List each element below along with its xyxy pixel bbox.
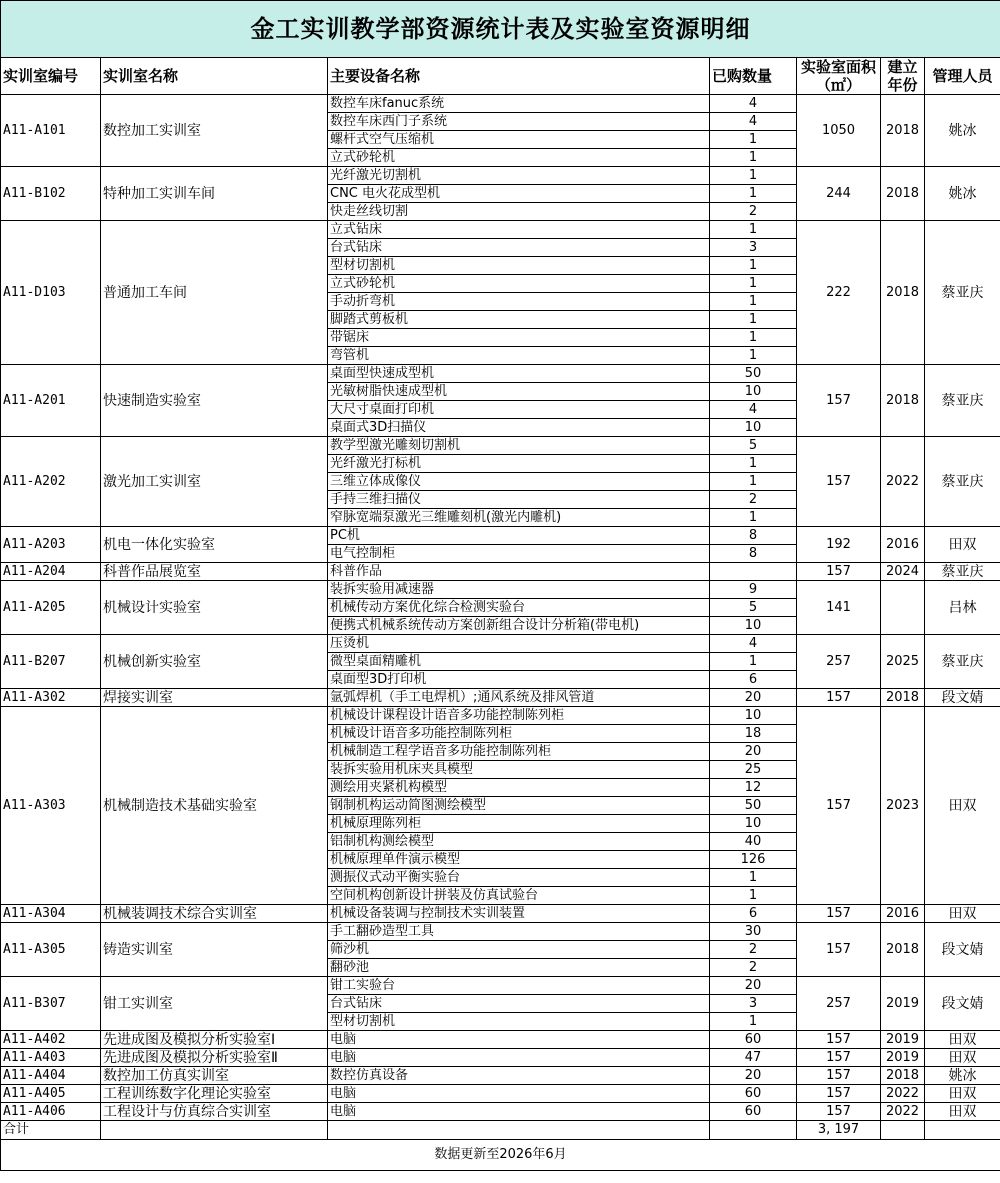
- equipment-name: 数控车床fanuc系统: [328, 95, 710, 113]
- equipment-qty: 3: [710, 239, 797, 257]
- room-manager: 姚冰: [925, 95, 1000, 167]
- total-row: [1, 1121, 1000, 1140]
- equipment-qty: 10: [710, 815, 797, 833]
- equipment-name: 教学型激光雕刻切割机: [328, 437, 710, 455]
- equipment-qty: 4: [710, 401, 797, 419]
- header-row: [1, 58, 1000, 95]
- equipment-qty: 1: [710, 509, 797, 527]
- room-id: A11-D103: [1, 221, 101, 365]
- equipment-qty: 10: [710, 419, 797, 437]
- equipment-qty: 60: [710, 1031, 797, 1049]
- room-manager: 田双: [925, 1049, 1000, 1067]
- equipment-name: 电脑: [328, 1049, 710, 1067]
- equipment-name: 弯管机: [328, 347, 710, 365]
- room-year: 2024: [881, 563, 925, 581]
- room-year: 2025: [881, 635, 925, 689]
- equipment-qty: 18: [710, 725, 797, 743]
- table-row: [1, 707, 1000, 725]
- total-area: 3, 197: [797, 1121, 881, 1140]
- equipment-name: 机械设备装调与控制技术实训装置: [328, 905, 710, 923]
- equipment-name: 三维立体成像仪: [328, 473, 710, 491]
- equipment-qty: 6: [710, 671, 797, 689]
- equipment-qty: 1: [710, 257, 797, 275]
- room-year: 2016: [881, 905, 925, 923]
- table-row: [1, 365, 1000, 383]
- equipment-name: 桌面型快速成型机: [328, 365, 710, 383]
- room-id: A11-A205: [1, 581, 101, 635]
- room-year: 2018: [881, 689, 925, 707]
- equipment-name: 数控仿真设备: [328, 1067, 710, 1085]
- equipment-name: 筛沙机: [328, 941, 710, 959]
- equipment-name: 型材切割机: [328, 1013, 710, 1031]
- table-row: [1, 1049, 1000, 1067]
- table-row: [1, 689, 1000, 707]
- table-row: [1, 437, 1000, 455]
- room-manager: 田双: [925, 1103, 1000, 1121]
- room-manager: 蔡亚庆: [925, 563, 1000, 581]
- room-area: 244: [797, 167, 881, 221]
- room-year: 2019: [881, 977, 925, 1031]
- equipment-name: 光纤激光打标机: [328, 455, 710, 473]
- room-year: 2018: [881, 167, 925, 221]
- table-row: [1, 1085, 1000, 1103]
- equipment-name: 测振仪式动平衡实验台: [328, 869, 710, 887]
- equipment-name: 手持三维扫描仪: [328, 491, 710, 509]
- equipment-name: 钢制机构运动简图测绘模型: [328, 797, 710, 815]
- room-manager: 段文婧: [925, 689, 1000, 707]
- equipment-name: 大尺寸桌面打印机: [328, 401, 710, 419]
- equipment-qty: 1: [710, 149, 797, 167]
- room-id: A11-B307: [1, 977, 101, 1031]
- equipment-name: 钳工实验台: [328, 977, 710, 995]
- header-manager: 管理人员: [925, 58, 1000, 95]
- equipment-name: 微型桌面精雕机: [328, 653, 710, 671]
- room-id: A11-A403: [1, 1049, 101, 1067]
- equipment-name: 带锯床: [328, 329, 710, 347]
- room-name: 先进成图及模拟分析实验室Ⅰ: [101, 1031, 328, 1049]
- equipment-name: 翻砂池: [328, 959, 710, 977]
- room-name: 钳工实训室: [101, 977, 328, 1031]
- room-name: 机械设计实验室: [101, 581, 328, 635]
- equipment-qty: 20: [710, 1067, 797, 1085]
- room-manager: 田双: [925, 527, 1000, 563]
- equipment-qty: 1: [710, 221, 797, 239]
- table-row: [1, 167, 1000, 185]
- room-year: 2022: [881, 437, 925, 527]
- equipment-qty: 3: [710, 995, 797, 1013]
- room-name: 工程训练数字化理论实验室: [101, 1085, 328, 1103]
- room-manager: 蔡亚庆: [925, 365, 1000, 437]
- equipment-name: 机械原理单件演示模型: [328, 851, 710, 869]
- equipment-name: 立式砂轮机: [328, 275, 710, 293]
- equipment-qty: 2: [710, 941, 797, 959]
- equipment-qty: 30: [710, 923, 797, 941]
- room-year: 2018: [881, 923, 925, 977]
- equipment-qty: 10: [710, 707, 797, 725]
- equipment-name: 压烫机: [328, 635, 710, 653]
- equipment-name: 电脑: [328, 1085, 710, 1103]
- room-manager: 蔡亚庆: [925, 437, 1000, 527]
- table-row: [1, 95, 1000, 113]
- equipment-qty: 9: [710, 581, 797, 599]
- room-manager: 蔡亚庆: [925, 635, 1000, 689]
- room-id: A11-A406: [1, 1103, 101, 1121]
- room-name: 机械创新实验室: [101, 635, 328, 689]
- room-name: 焊接实训室: [101, 689, 328, 707]
- equipment-name: PC机: [328, 527, 710, 545]
- room-name: 工程设计与仿真综合实训室: [101, 1103, 328, 1121]
- room-manager: 吕林: [925, 581, 1000, 635]
- equipment-qty: 20: [710, 743, 797, 761]
- room-name: 机械装调技术综合实训室: [101, 905, 328, 923]
- equipment-name: 窄脉宽端泵激光三维雕刻机(激光内雕机): [328, 509, 710, 527]
- room-manager: 田双: [925, 1031, 1000, 1049]
- room-area: 157: [797, 707, 881, 905]
- room-year: 2022: [881, 1103, 925, 1121]
- equipment-qty: 50: [710, 797, 797, 815]
- room-name: 铸造实训室: [101, 923, 328, 977]
- table-row: [1, 635, 1000, 653]
- table-row: [1, 563, 1000, 581]
- equipment-qty: 25: [710, 761, 797, 779]
- header-qty: 已购数量: [710, 58, 797, 95]
- equipment-qty: 20: [710, 977, 797, 995]
- equipment-name: 测绘用夹紧机构模型: [328, 779, 710, 797]
- room-year: 2022: [881, 1085, 925, 1103]
- room-id: A11-A305: [1, 923, 101, 977]
- room-id: A11-A302: [1, 689, 101, 707]
- room-id: A11-B207: [1, 635, 101, 689]
- equipment-name: CNC 电火花成型机: [328, 185, 710, 203]
- room-year: 2019: [881, 1049, 925, 1067]
- equipment-qty: 5: [710, 599, 797, 617]
- equipment-qty: 4: [710, 113, 797, 131]
- total-label: 合计: [1, 1121, 101, 1140]
- room-name: 科普作品展览室: [101, 563, 328, 581]
- equipment-name: 台式钻床: [328, 239, 710, 257]
- equipment-qty: 1: [710, 329, 797, 347]
- room-area: 157: [797, 689, 881, 707]
- room-year: 2018: [881, 95, 925, 167]
- room-area: 1050: [797, 95, 881, 167]
- room-id: A11-A203: [1, 527, 101, 563]
- table-row: [1, 977, 1000, 995]
- equipment-name: 型材切割机: [328, 257, 710, 275]
- equipment-qty: 10: [710, 383, 797, 401]
- table-row: [1, 221, 1000, 239]
- table-row: [1, 1031, 1000, 1049]
- room-area: 157: [797, 437, 881, 527]
- equipment-qty: 1: [710, 275, 797, 293]
- room-year: 2023: [881, 707, 925, 905]
- room-id: A11-A202: [1, 437, 101, 527]
- equipment-name: 快走丝线切割: [328, 203, 710, 221]
- equipment-qty: 40: [710, 833, 797, 851]
- table-row: [1, 923, 1000, 941]
- room-area: 157: [797, 1103, 881, 1121]
- equipment-qty: [710, 563, 797, 581]
- room-area: 157: [797, 365, 881, 437]
- room-name: 特种加工实训车间: [101, 167, 328, 221]
- equipment-name: 数控车床西门子系统: [328, 113, 710, 131]
- equipment-qty: 1: [710, 1013, 797, 1031]
- equipment-name: 电脑: [328, 1031, 710, 1049]
- equipment-qty: 1: [710, 131, 797, 149]
- room-manager: 姚冰: [925, 167, 1000, 221]
- equipment-name: 机械设计课程设计语音多功能控制陈列柜: [328, 707, 710, 725]
- room-area: 257: [797, 977, 881, 1031]
- equipment-qty: 126: [710, 851, 797, 869]
- room-year: 2016: [881, 527, 925, 563]
- room-year: [881, 581, 925, 635]
- equipment-qty: 1: [710, 455, 797, 473]
- room-area: 157: [797, 1085, 881, 1103]
- equipment-name: 机械原理陈列柜: [328, 815, 710, 833]
- equipment-name: 科普作品: [328, 563, 710, 581]
- equipment-name: 立式砂轮机: [328, 149, 710, 167]
- equipment-qty: 10: [710, 617, 797, 635]
- equipment-qty: 60: [710, 1085, 797, 1103]
- equipment-qty: 1: [710, 473, 797, 491]
- room-id: A11-A404: [1, 1067, 101, 1085]
- equipment-name: 桌面型3D打印机: [328, 671, 710, 689]
- room-area: 192: [797, 527, 881, 563]
- equipment-name: 电脑: [328, 1103, 710, 1121]
- equipment-qty: 4: [710, 95, 797, 113]
- table-row: [1, 581, 1000, 599]
- header-equipment: 主要设备名称: [328, 58, 710, 95]
- equipment-qty: 1: [710, 167, 797, 185]
- table-row: [1, 905, 1000, 923]
- equipment-qty: 1: [710, 347, 797, 365]
- room-id: A11-A304: [1, 905, 101, 923]
- room-area: 157: [797, 563, 881, 581]
- equipment-qty: 1: [710, 869, 797, 887]
- room-manager: 段文婧: [925, 977, 1000, 1031]
- room-year: 2018: [881, 221, 925, 365]
- equipment-name: 装拆实验用减速器: [328, 581, 710, 599]
- room-id: A11-B102: [1, 167, 101, 221]
- room-area: 257: [797, 635, 881, 689]
- equipment-name: 便携式机械系统传动方案创新组合设计分析箱(带电机): [328, 617, 710, 635]
- equipment-qty: 12: [710, 779, 797, 797]
- equipment-qty: 6: [710, 905, 797, 923]
- header-room-id: 实训室编号: [1, 58, 101, 95]
- room-name: 激光加工实训室: [101, 437, 328, 527]
- equipment-qty: 1: [710, 293, 797, 311]
- room-manager: 田双: [925, 905, 1000, 923]
- room-year: 2019: [881, 1031, 925, 1049]
- equipment-name: 电气控制柜: [328, 545, 710, 563]
- room-id: A11-A201: [1, 365, 101, 437]
- equipment-name: 氩弧焊机（手工电焊机）;通风系统及排风管道: [328, 689, 710, 707]
- equipment-name: 空间机构创新设计拼装及仿真试验台: [328, 887, 710, 905]
- equipment-name: 手动折弯机: [328, 293, 710, 311]
- update-note: 数据更新至2026年6月: [1, 1140, 1000, 1171]
- room-area: 157: [797, 1049, 881, 1067]
- room-id: A11-A405: [1, 1085, 101, 1103]
- table-row: [1, 1067, 1000, 1085]
- table-row: [1, 1103, 1000, 1121]
- equipment-name: 机械制造工程学语音多功能控制陈列柜: [328, 743, 710, 761]
- equipment-name: 装拆实验用机床夹具模型: [328, 761, 710, 779]
- equipment-qty: 8: [710, 527, 797, 545]
- equipment-qty: 1: [710, 653, 797, 671]
- room-name: 数控加工仿真实训室: [101, 1067, 328, 1085]
- room-manager: 蔡亚庆: [925, 221, 1000, 365]
- equipment-qty: 1: [710, 887, 797, 905]
- room-manager: 姚冰: [925, 1067, 1000, 1085]
- equipment-qty: 1: [710, 185, 797, 203]
- room-year: 2018: [881, 1067, 925, 1085]
- room-id: A11-A101: [1, 95, 101, 167]
- equipment-qty: 47: [710, 1049, 797, 1067]
- room-year: 2018: [881, 365, 925, 437]
- equipment-qty: 4: [710, 635, 797, 653]
- room-area: 157: [797, 905, 881, 923]
- room-name: 先进成图及模拟分析实验室Ⅱ: [101, 1049, 328, 1067]
- equipment-qty: 50: [710, 365, 797, 383]
- room-area: 157: [797, 1067, 881, 1085]
- page-title: 金工实训教学部资源统计表及实验室资源明细: [1, 1, 1000, 58]
- room-area: 141: [797, 581, 881, 635]
- equipment-name: 桌面式3D扫描仪: [328, 419, 710, 437]
- equipment-qty: 20: [710, 689, 797, 707]
- room-name: 机械制造技术基础实验室: [101, 707, 328, 905]
- equipment-name: 手工翻砂造型工具: [328, 923, 710, 941]
- equipment-qty: 60: [710, 1103, 797, 1121]
- room-area: 157: [797, 923, 881, 977]
- room-id: A11-A204: [1, 563, 101, 581]
- room-id: A11-A303: [1, 707, 101, 905]
- equipment-name: 光纤激光切割机: [328, 167, 710, 185]
- room-id: A11-A402: [1, 1031, 101, 1049]
- equipment-name: 机械设计语音多功能控制陈列柜: [328, 725, 710, 743]
- equipment-qty: 2: [710, 959, 797, 977]
- equipment-qty: 8: [710, 545, 797, 563]
- equipment-name: 铝制机构测绘模型: [328, 833, 710, 851]
- room-manager: 段文婧: [925, 923, 1000, 977]
- equipment-qty: 1: [710, 311, 797, 329]
- room-name: 普通加工车间: [101, 221, 328, 365]
- equipment-name: 立式钻床: [328, 221, 710, 239]
- room-area: 222: [797, 221, 881, 365]
- equipment-name: 台式钻床: [328, 995, 710, 1013]
- room-manager: 田双: [925, 1085, 1000, 1103]
- equipment-name: 脚踏式剪板机: [328, 311, 710, 329]
- equipment-qty: 2: [710, 491, 797, 509]
- equipment-name: 螺杆式空气压缩机: [328, 131, 710, 149]
- room-area: 157: [797, 1031, 881, 1049]
- header-year: 建立年份: [881, 58, 925, 95]
- equipment-name: 光敏树脂快速成型机: [328, 383, 710, 401]
- header-room-name: 实训室名称: [101, 58, 328, 95]
- equipment-qty: 5: [710, 437, 797, 455]
- room-name: 机电一体化实验室: [101, 527, 328, 563]
- table-row: [1, 527, 1000, 545]
- room-name: 快速制造实验室: [101, 365, 328, 437]
- room-manager: 田双: [925, 707, 1000, 905]
- equipment-name: 机械传动方案优化综合检测实验台: [328, 599, 710, 617]
- equipment-qty: 2: [710, 203, 797, 221]
- room-name: 数控加工实训室: [101, 95, 328, 167]
- header-area: 实验室面积（㎡）: [797, 58, 881, 95]
